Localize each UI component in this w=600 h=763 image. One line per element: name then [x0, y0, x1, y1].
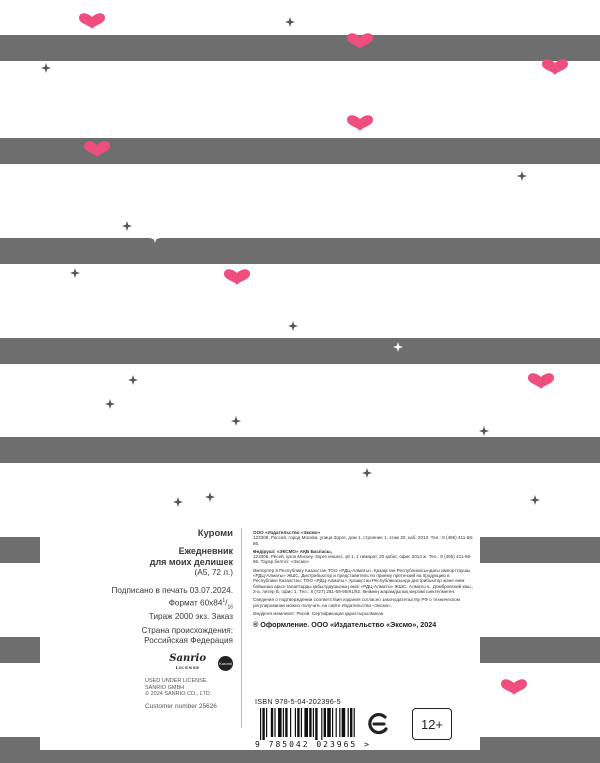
star-icon [70, 268, 80, 278]
star-icon [105, 399, 115, 409]
star-icon [205, 492, 215, 502]
barcode-digits: 9 785042 023965 > [255, 740, 371, 749]
heart-icon [528, 373, 554, 389]
age-rating-badge: 12+ [412, 708, 452, 740]
publisher-block-1: ООО «Издательство «Эксмо» 123308, Россия, город Москва, улица Зорге, дом 1, строение 1, этаж 20, каб. 2013. Тел.: 8 (495) 411-68-86. [253, 530, 474, 546]
title-line2: для моих делишек [149, 557, 233, 567]
star-icon [150, 233, 160, 243]
star-icon [128, 375, 138, 385]
heart-icon [347, 115, 373, 131]
certification-kz: Өндірген мемлекет: Ресей. Сертификация қарастырылмаған. [253, 610, 385, 616]
heart-icon [79, 13, 105, 29]
star-icon [393, 342, 403, 352]
star-icon [231, 416, 241, 426]
series-name: Куроми [197, 528, 233, 539]
license-text: USED UNDER LICENSE. SANRIO GMBH © 2024 SANRIO CO., LTD. [145, 678, 212, 698]
star-icon [530, 495, 540, 505]
heart-icon [224, 269, 250, 285]
importer-block: Импортёр в Республику Казахстан ТОО «РДЦ-Алматы». Қазақстан Республикасындағы импорттаушы «РДЦ-Алматы» ЖШС. Дистрибьютор и представитель по приему претензий на продукцию в Республике Казахстан: ТОО «РДЦ-Алматы». Қазақстан Республикасында дистрибьютор және өнім бойынша арыз-талаптарды қабылдаушының өкілі «РДЦ-Алматы» ЖШС. Алматы к., Домбровский көш., 3-а, литер Б, офис 1. Тел.: 8 (727) 251-59-90/91/92. Өнімнің жарамдылық мерзімі шектелмеген. [253, 567, 474, 594]
book-info [105, 528, 233, 710]
star-icon [41, 63, 51, 73]
star-icon [288, 321, 298, 331]
heart-icon [84, 141, 110, 157]
certification-block: Сведения о подтверждении соответствия издания согласно законодательству РФ о техническом регулировании можно получить на сайте Издательства «Эксмо». [253, 597, 460, 608]
heart-icon [501, 679, 527, 695]
star-icon [285, 17, 295, 27]
customer-number: Customer number 25626 [145, 702, 217, 710]
copyright-line: ® Оформление. ООО «Издательство «Эксмо», 2024 [253, 620, 437, 630]
publisher-info [253, 530, 475, 629]
star-icon [173, 497, 183, 507]
star-icon [479, 426, 489, 436]
heart-icon [542, 59, 568, 75]
title-line1: Ежедневник [178, 546, 233, 556]
country: Российская Федерация [144, 636, 233, 646]
eksmo-logo-icon [365, 710, 393, 738]
format-line: Формат $60x84^1/_{16}$ [168, 598, 233, 611]
kuromi-logo: Kuromi [218, 656, 233, 671]
star-icon [122, 221, 132, 231]
star-icon [517, 171, 527, 181]
isbn: ISBN 978-5-04-202396-5 [255, 697, 341, 706]
brand-logos [105, 654, 233, 672]
star-icon [362, 468, 372, 478]
print-run: Тираж 2000 экз. Заказ [148, 612, 233, 622]
publisher-block-2: Өндіруші: «ЭКСМО» АҚБ Баспасы, 123308, Ресей, қала Мәскеу, Зорге көшесі, үй 1, 1 ғимарат, 20 қабат, офис 2013 ж. Тел.: 8 (495) 411-68-86. Тауар белгісі: «Эксмо» [253, 548, 472, 565]
signed-date: Подписано в печать 03.07.2024. [111, 586, 233, 595]
country-label: Страна происхождения: [141, 626, 233, 636]
format-short: (А5, 72 л.) [194, 568, 233, 577]
column-divider [241, 528, 242, 728]
sanrio-logo: Sanrio LICENSE [169, 653, 206, 671]
heart-icon [347, 33, 373, 49]
